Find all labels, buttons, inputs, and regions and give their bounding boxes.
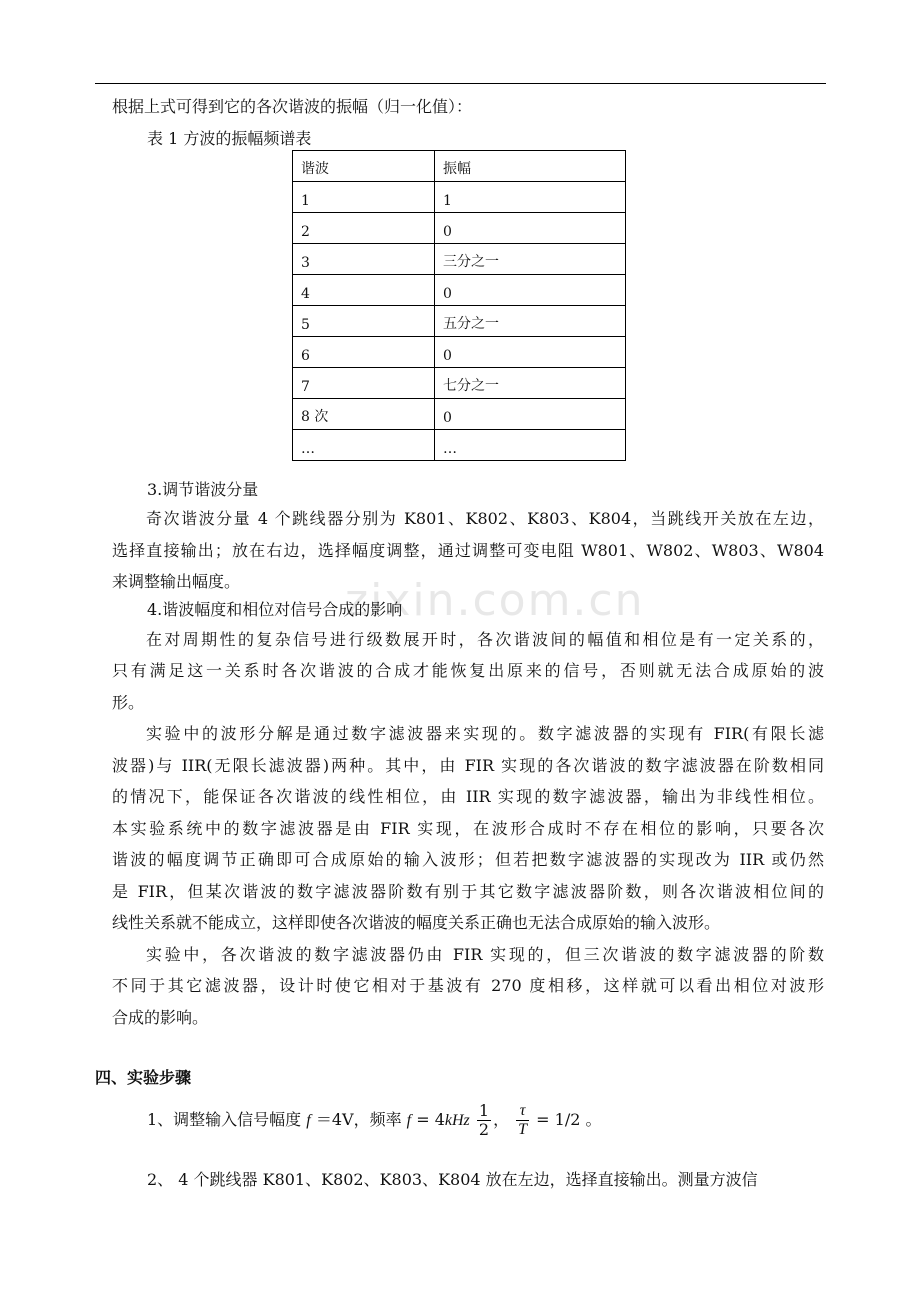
section-3-line: 选择直接输出；放在右边，选择幅度调整，通过调整可变电阻 W801、W802、W803、W804 bbox=[112, 541, 824, 560]
table-cell: 2 bbox=[293, 213, 435, 244]
step-1-prefix: 1、调整输入信号幅度 bbox=[147, 1110, 302, 1129]
fraction-denominator: T bbox=[518, 1121, 528, 1138]
step-1 bbox=[147, 1098, 602, 1144]
section-3-line: 来调整输出幅度。 bbox=[112, 572, 241, 591]
section-3-title: 3.调节谐波分量 bbox=[147, 480, 259, 499]
table-cell: 4 bbox=[293, 275, 435, 306]
intro-text: 根据上式可得到它的各次谐波的振幅（归一化值）： bbox=[112, 97, 473, 116]
table-cell: 1 bbox=[435, 182, 626, 213]
step-2: 2、 4 个跳线器 K801、K802、K803、K804 放在左边，选择直接输出。测量方波信 bbox=[147, 1170, 758, 1189]
table-row bbox=[293, 399, 626, 430]
table-cell: 0 bbox=[435, 213, 626, 244]
table-header-cell: 振幅 bbox=[435, 151, 626, 182]
watermark: zixin.com.cn bbox=[345, 575, 645, 626]
table-cell: 七分之一 bbox=[435, 368, 626, 399]
header-rule bbox=[95, 83, 826, 84]
step-1-freq-value: = 4 bbox=[416, 1110, 445, 1129]
table-row bbox=[293, 275, 626, 306]
symbol-khz: kHz bbox=[444, 1112, 470, 1129]
section-4-p1-line: 形。 bbox=[112, 693, 145, 712]
section-4-p2-line: 波器)与 IIR(无限长滤波器)两种。其中，由 FIR 实现的各次谐波的数字滤波器在阶数相同 bbox=[112, 756, 824, 775]
fraction-numerator: 1 bbox=[478, 1101, 490, 1120]
section-4-p3-line: 实验中，各次谐波的数字滤波器仍由 FIR 实现的，但三次谐波的数字滤波器的阶数 bbox=[146, 945, 824, 964]
fraction-denominator: 2 bbox=[478, 1120, 490, 1139]
section-3-line: 奇次谐波分量 4 个跳线器分别为 K801、K802、K803、K804，当跳线开关放在左边， bbox=[146, 509, 824, 528]
table-cell: 三分之一 bbox=[435, 244, 626, 275]
table-cell: 1 bbox=[293, 182, 435, 213]
step-1-separator: ， bbox=[493, 1110, 510, 1129]
table-cell: 8 次 bbox=[293, 399, 435, 430]
amplitude-spectrum-table bbox=[292, 150, 626, 461]
section-4-p2-line: 线性关系就不能成立，这样即使各次谐波的幅度关系正确也无法合成原始的输入波形。 bbox=[112, 913, 721, 932]
fraction-one-half bbox=[477, 1102, 491, 1139]
table-header-cell: 谐波 bbox=[293, 151, 435, 182]
table-row bbox=[293, 306, 626, 337]
symbol-f: f bbox=[306, 1112, 311, 1129]
symbol-f: f bbox=[406, 1112, 412, 1129]
table-header-row bbox=[293, 151, 626, 182]
fraction-numerator: τ bbox=[516, 1102, 529, 1121]
section-4-p2-line: 是 FIR，但某次谐波的数字滤波器阶数有别于其它数字滤波器阶数，则各次谐波相位间的 bbox=[112, 882, 824, 901]
table-cell: … bbox=[293, 430, 435, 461]
table-cell: 3 bbox=[293, 244, 435, 275]
section-4-p2-line: 实验中的波形分解是通过数字滤波器来实现的。数字滤波器的实现有 FIR(有限长滤 bbox=[146, 724, 824, 743]
table-cell: … bbox=[435, 430, 626, 461]
steps-heading: 四、实验步骤 bbox=[95, 1068, 192, 1087]
fraction-tau-over-t bbox=[516, 1102, 529, 1139]
step-1-duty: = 1/2 bbox=[531, 1110, 581, 1129]
section-4-p2-line: 本实验系统中的数字滤波器是由 FIR 实现，在波形合成时不存在相位的影响，只要各次 bbox=[112, 819, 824, 838]
section-4-p3-line: 合成的影响。 bbox=[112, 1008, 209, 1027]
section-4-p2-line: 谐波的幅度调节正确即可合成原始的输入波形；但若把数字滤波器的实现改为 IIR 或仍然 bbox=[112, 850, 824, 869]
section-4-p1-line: 只有满足这一关系时各次谐波的合成才能恢复出原来的信号，否则就无法合成原始的波 bbox=[112, 661, 824, 680]
table-row bbox=[293, 368, 626, 399]
step-1-end: 。 bbox=[580, 1110, 602, 1129]
table-row bbox=[293, 182, 626, 213]
section-4-p1-line: 在对周期性的复杂信号进行级数展开时，各次谐波间的幅值和相位是有一定关系的， bbox=[146, 630, 824, 649]
table-cell: 5 bbox=[293, 306, 435, 337]
table-cell: 五分之一 bbox=[435, 306, 626, 337]
table-cell: 0 bbox=[435, 399, 626, 430]
table-cell: 6 bbox=[293, 337, 435, 368]
table-cell: 7 bbox=[293, 368, 435, 399]
table-row bbox=[293, 213, 626, 244]
table-row bbox=[293, 430, 626, 461]
step-1-amplitude: ＝4V，频率 bbox=[315, 1110, 402, 1129]
section-4-p2-line: 的情况下，能保证各次谐波的线性相位，由 IIR 实现的数字滤波器，输出为非线性相位。 bbox=[112, 787, 824, 806]
table-row bbox=[293, 337, 626, 368]
table-cell: 0 bbox=[435, 275, 626, 306]
section-4-p3-line: 不同于其它滤波器，设计时使它相对于基波有 270 度相移，这样就可以看出相位对波形 bbox=[112, 976, 824, 995]
section-4-title: 4.谐波幅度和相位对信号合成的影响 bbox=[147, 600, 403, 619]
table-cell: 0 bbox=[435, 337, 626, 368]
table-row bbox=[293, 244, 626, 275]
table-caption: 表 1 方波的振幅频谱表 bbox=[147, 129, 312, 148]
